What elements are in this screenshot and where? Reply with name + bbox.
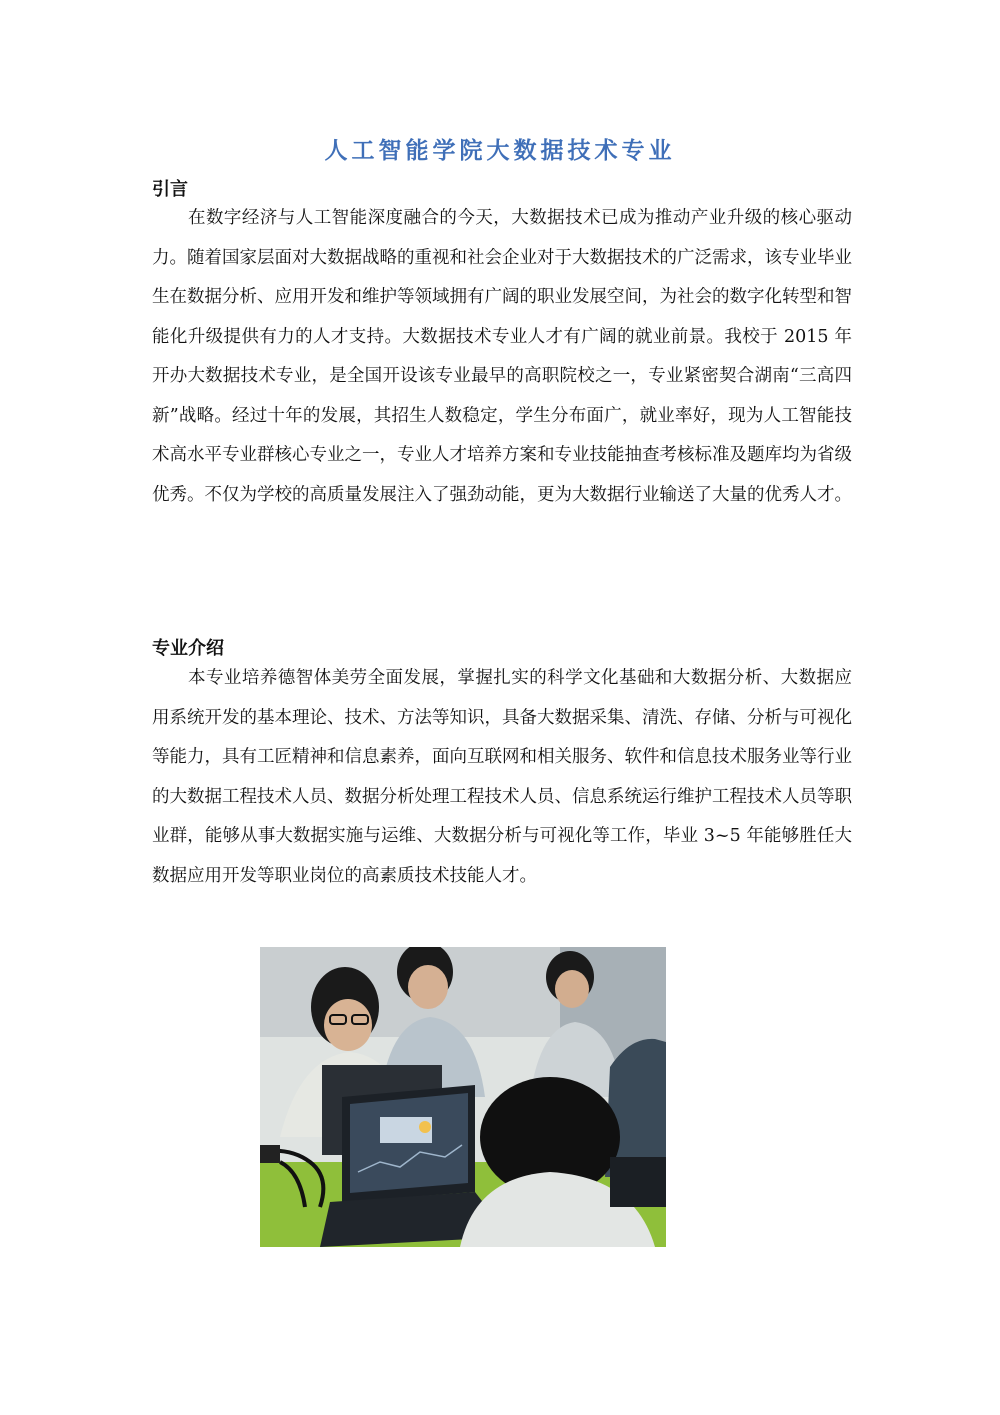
students-at-laptops-photo xyxy=(260,947,666,1247)
section-heading-program-overview: 专业介绍 xyxy=(152,638,224,659)
document-title: 人工智能学院大数据技术专业 xyxy=(324,138,676,164)
introduction-paragraph: 在数字经济与人工智能深度融合的今天，大数据技术已成为推动产业升级的核心驱动力。随着国家层面对大数据战略的重视和社会企业对于大数据技术的广泛需求，该专业毕业生在数据分析、应用开发和维护等领域拥有广阔的职业发展空间，为社会的数字化转型和智能化升级提供有力的人才支持。大数据技术专业人才有广阔的就业前景。我校于 2015 年开办大数据技术专业，是全国开设该专业最早的高职院校之一，专业紧密契合湖南“三高四新”战略。经过十年的发展，其招生人数稳定，学生分布面广，就业率好，现为人工智能技术高水平专业群核心专业之一，专业人才培养方案和专业技能抽查考核标准及题库均为省级优秀。不仅为学校的高质量发展注入了强劲动能，更为大数据行业输送了大量的优秀人才。 xyxy=(152,208,852,505)
program-overview-paragraph: 本专业培养德智体美劳全面发展，掌握扎实的科学文化基础和大数据分析、大数据应用系统开发的基本理论、技术、方法等知识，具备大数据采集、清洗、存储、分析与可视化等能力，具有工匠精神和信息素养，面向互联网和相关服务、软件和信息技术服务业等行业的大数据工程技术人员、数据分析处理工程技术人员、信息系统运行维护工程技术人员等职业群，能够从事大数据实施与运维、大数据分析与可视化等工作，毕业 3~5 年能够胜任大数据应用开发等职业岗位的高素质技术技能人才。 xyxy=(152,668,852,886)
section-heading-introduction: 引言 xyxy=(152,179,188,200)
